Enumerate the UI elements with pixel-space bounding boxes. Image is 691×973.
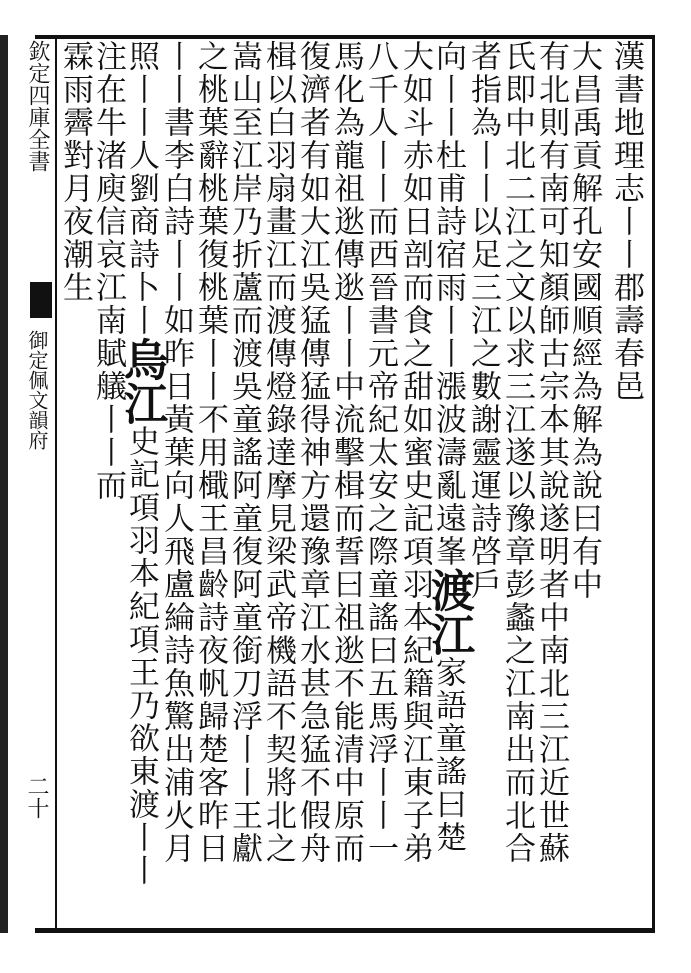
top-rule (35, 35, 655, 39)
text-column (90, 40, 125, 900)
bottom-rule (35, 928, 655, 933)
text-column (423, 40, 474, 900)
text-column (499, 40, 534, 900)
entry-text: 家語童謠曰楚 (430, 656, 466, 854)
text-column (260, 40, 295, 900)
entry-heading: 烏江 (116, 337, 167, 425)
text-column (116, 40, 167, 900)
entry-text: 氏即中北二江之文以求三江遂以豫章彭蠡之江南出而北合 (499, 40, 535, 865)
text-column (533, 40, 568, 900)
page-number: 二十 (24, 775, 49, 819)
text-column (328, 40, 363, 900)
entry-text: 有北則有南可知顏師古宗本其說遂明者中南北三江近世蘇 (533, 40, 569, 865)
text-column (57, 40, 92, 900)
text-column (226, 40, 261, 900)
entry-text: 之桃葉辭桃葉復桃葉丨丨不用檝王昌齡詩夜帆歸楚客昨日 (192, 40, 228, 865)
entry-text: 向丨丨杜甫詩宿雨丨丨漲波濤亂遠峯 (430, 40, 466, 568)
text-column (294, 40, 329, 900)
text-column (566, 40, 601, 900)
book-title: 御定佩文韻府 (25, 330, 49, 450)
entry-text: 楫以白羽扇畫江而渡傳燈錄達摩見梁武帝機語不契將北之 (260, 40, 296, 865)
text-column (362, 40, 397, 900)
text-column (158, 40, 193, 900)
entry-heading: 渡江 (423, 568, 474, 656)
entry-text: 者指為丨丨以足三江之數謝靈運詩啓戶 (465, 40, 501, 601)
entry-text: 霖雨霽對月夜潮生 (57, 40, 93, 304)
entry-text: 大如斗赤如日剖而食之甜如蜜史記項羽本紀籍與江東子弟 (397, 40, 433, 865)
page-edge (0, 35, 8, 933)
right-border (652, 35, 655, 933)
entry-text: 嵩山至江岸乃折蘆而渡吳童謠阿童復阿童銜刀浮丨丨王獻 (226, 40, 262, 865)
text-column (608, 40, 643, 900)
text-column (397, 40, 432, 900)
entry-text: 復濟者有如大江吳猛傳猛得神方還豫章江水甚急猛不假舟 (294, 40, 330, 865)
entry-text: 八千人丨丨而西晉書元帝紀太安之際童謠曰五馬浮丨丨一 (362, 40, 398, 865)
entry-text: 照丨丨人劉商詩卜丨 (123, 40, 159, 337)
entry-text: 注在牛渚庾信哀江南賦艤丨丨而 (90, 40, 126, 502)
entry-text: 丨丨書李白詩丨丨如昨日黃葉向人飛盧綸詩魚驚出浦火月 (158, 40, 194, 865)
entry-text: 漢書地理志丨丨郡壽春邑 (608, 40, 644, 403)
entry-text: 馬化為龍祖逖傳逖丨丨中流擊楫而誓曰祖逖不能清中原而 (328, 40, 364, 865)
edition-label: 欽定四庫全書 (25, 40, 50, 172)
entry-text: 史記項羽本紀項王乃欲東渡丨丨 (123, 425, 159, 887)
entry-text: 大昌禹貢解孔安國順經為解為說曰有中 (566, 40, 602, 601)
text-column (465, 40, 500, 900)
text-column (192, 40, 227, 900)
